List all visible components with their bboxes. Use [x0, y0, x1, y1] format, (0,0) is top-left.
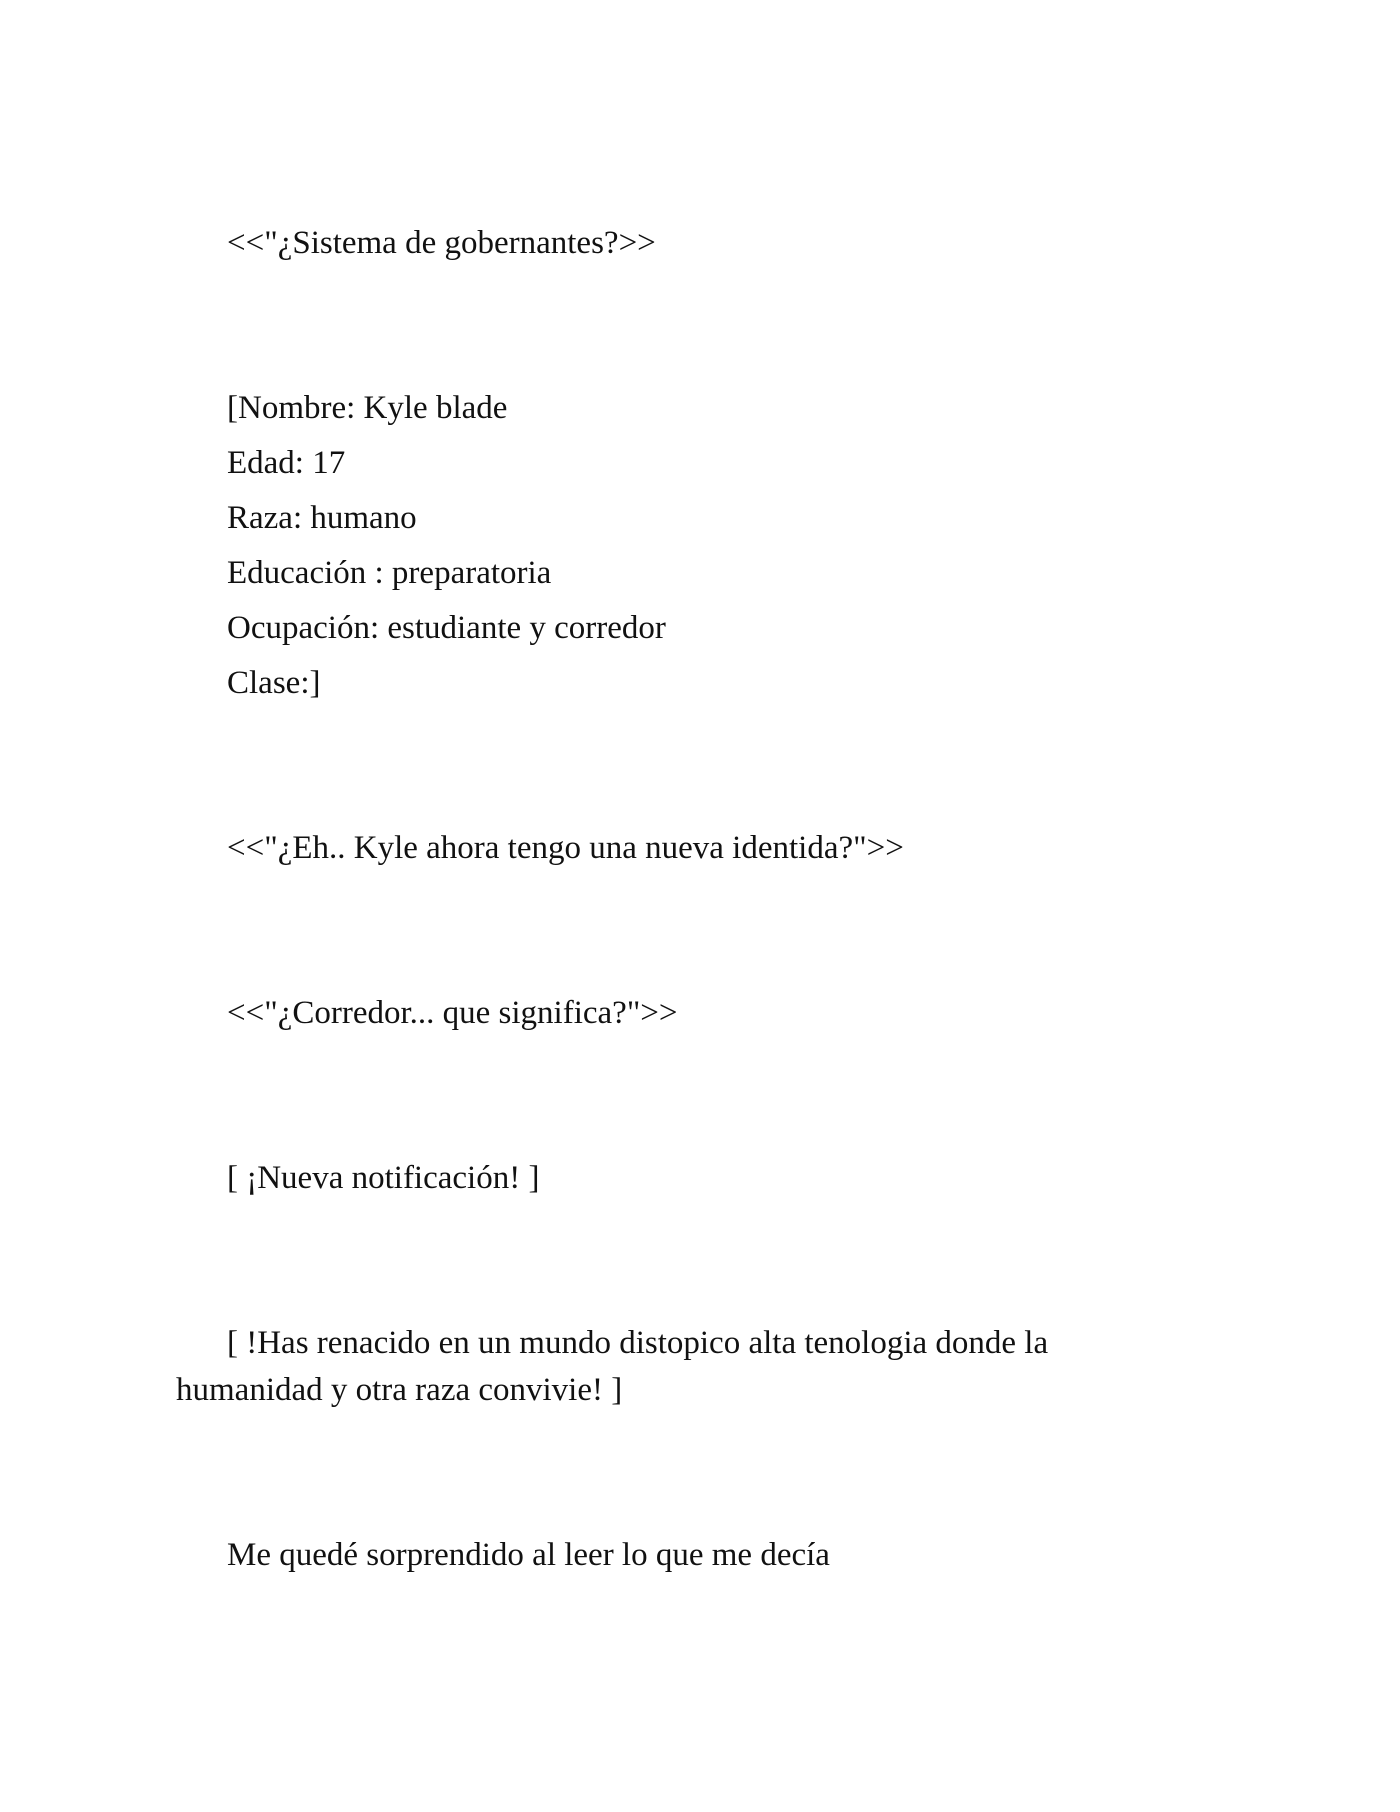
- notification-line: [ ¡Nueva notificación! ]: [227, 1160, 540, 1196]
- narration-line: Me quedé sorprendido al leer lo que me decía: [227, 1537, 830, 1573]
- profile-name-line: [Nombre: Kyle blade: [227, 390, 508, 426]
- profile-race-line: Raza: humano: [227, 500, 417, 536]
- identity-question-line: <<"¿Eh.. Kyle ahora tengo una nueva identida?">>: [227, 830, 904, 866]
- rebirth-message-line-2: humanidad y otra raza convivie! ]: [176, 1372, 623, 1408]
- profile-education-line: Educación : preparatoria: [227, 555, 552, 591]
- profile-occupation-line: Ocupación: estudiante y corredor: [227, 610, 666, 646]
- runner-question-line: <<"¿Corredor... que significa?">>: [227, 995, 678, 1031]
- system-question-line: <<"¿Sistema de gobernantes?>>: [227, 225, 656, 261]
- rebirth-message-line-1: [ !Has renacido en un mundo distopico alta tenologia donde la: [227, 1325, 1049, 1361]
- profile-class-line: Clase:]: [227, 665, 321, 701]
- profile-age-line: Edad: 17: [227, 445, 346, 481]
